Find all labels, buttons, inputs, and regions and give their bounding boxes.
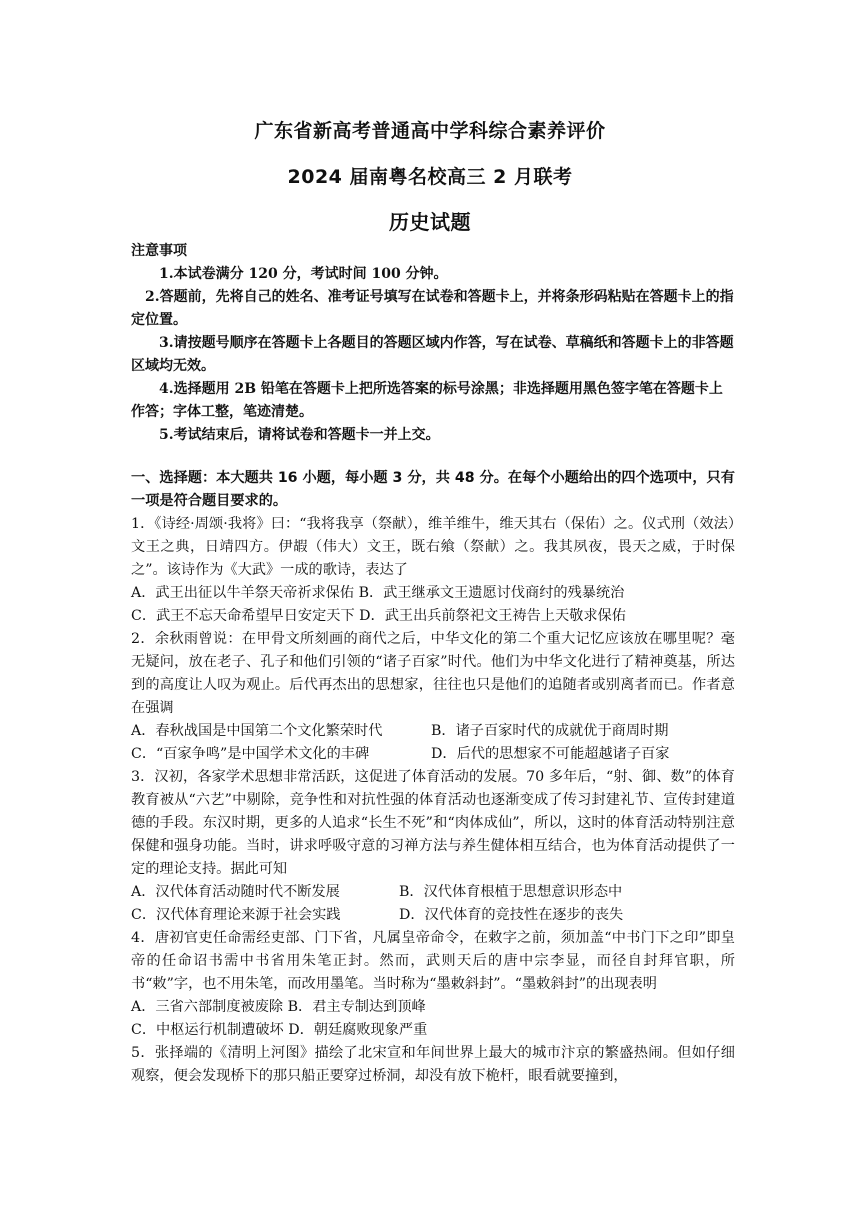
option-text: A．武王出征以牛羊祭天帝祈求保佑 B．武王继承文王遗愿讨伐商纣的残暴统治 xyxy=(131,585,625,601)
option-text: B．诸子百家时代的成就优于商周时期 xyxy=(431,723,669,739)
exam-subtitle: 2024 届南粤名校高三 2 月联考 xyxy=(287,166,573,188)
option-text: C．中枢运行机制遭破坏 D．朝廷腐败现象严重 xyxy=(131,1022,428,1038)
section-heading: 一、选择题：本大题共 16 小题，每小题 3 分，共 48 分。在每个小题给出的四个选项中，只有一项是符合题目要求的。 xyxy=(131,470,735,509)
exam-body xyxy=(131,240,735,1088)
answer-options xyxy=(131,996,735,1019)
answer-options xyxy=(131,1019,735,1042)
answer-options xyxy=(131,605,735,628)
option-text: C．汉代体育理论来源于社会实践 xyxy=(131,907,341,923)
option-text: D．后代的思想家不可能超越诸子百家 xyxy=(431,746,670,762)
question-stem: 1．《诗经·周颂·我将》曰：“我将我享（祭献），维羊维牛，维天其右（保佑）之。仪式刑（效法）文王之典，日靖四方。伊嘏（伟大）文王，既右飨（祭献）之。我其夙夜，畏天之威，于时保之”。该诗作为《大武》一成的歌诗，表达了 xyxy=(131,516,735,578)
option-text: B．汉代体育根植于思想意识形态中 xyxy=(399,884,623,900)
question-stem: 5．张择端的《清明上河图》描绘了北宋宣和年间世界上最大的城市汴京的繁盛热闹。但如仔细观察，便会发现桥下的那只船正要穿过桥洞，却没有放下桅杆，眼看就要撞到， xyxy=(131,1045,735,1084)
question-stem: 4．唐初官吏任命需经吏部、门下省，凡属皇帝命令，在敕字之前，须加盖“中书门下之印”即皇帝的任命诏书需中书省用朱笔正封。然而，武则天后的唐中宗李显，而径自封拜官职，所书“敕”字，也不用朱笔，而改用墨笔。当时称为“墨敕斜封”。“墨敕斜封”的出现表明 xyxy=(131,930,735,992)
option-text: D．汉代体育的竞技性在逐步的丧失 xyxy=(399,907,624,923)
option-text: C．武王不忘天命希望早日安定天下 D．武王出兵前祭祀文王祷告上天敬求保佑 xyxy=(131,608,626,624)
note-item: 5.考试结束后，请将试卷和答题卡一并上交。 xyxy=(159,427,440,443)
note-item: 3.请按题号顺序在答题卡上各题目的答题区域内作答，写在试卷、草稿纸和答题卡上的非答题区域均无效。 xyxy=(131,335,734,374)
note-item: 2.答题前，先将自己的姓名、准考证号填写在试卷和答题卡上，并将条形码粘贴在答题卡上的指定位置。 xyxy=(131,289,734,328)
option-text: A．春秋战国是中国第二个文化繁荣时代 xyxy=(131,723,383,739)
subject-title: 历史试题 xyxy=(389,210,471,234)
answer-options xyxy=(131,881,735,904)
question-stem: 2．余秋雨曾说：在甲骨文所刻画的商代之后，中华文化的第二个重大记忆应该放在哪里呢？毫无疑问，放在老子、孔子和他们引领的“诸子百家”时代。他们为中华文化进行了精神奠基，所达到的高度让人叹为观止。后代再杰出的思想家，往往也只是他们的追随者或别离者而已。作者意在强调 xyxy=(131,631,735,716)
option-text: A．汉代体育活动随时代不断发展 xyxy=(131,884,340,900)
answer-options xyxy=(131,904,735,927)
option-text: A．三省六部制度被废除 B．君主专制达到顶峰 xyxy=(131,999,426,1015)
note-item: 1.本试卷满分 120 分，考试时间 100 分钟。 xyxy=(159,266,448,282)
option-text: C．“百家争鸣”是中国学术文化的丰碑 xyxy=(131,746,370,762)
notes-heading: 注意事项 xyxy=(131,243,187,259)
answer-options xyxy=(131,720,735,743)
question-stem: 3．汉初，各家学术思想非常活跃，这促进了体育活动的发展。70 多年后，“射、御、数”的体育教育被从“六艺”中剔除，竞争性和对抗性强的体育活动也逐渐变成了传习封建礼节、宣传封建道德的手段。东汉时期，更多的人追求“长生不死”和“肉体成仙”，所以，这时的体育活动特别注意保健和强身功能。当时，讲求呼吸守意的习禅方法与养生健体相互结合，也为体育活动提供了一定的理论支持。据此可知 xyxy=(131,769,735,877)
exam-title: 广东省新高考普通高中学科综合素养评价 xyxy=(254,120,606,142)
answer-options xyxy=(131,582,735,605)
spacer xyxy=(131,447,735,467)
note-item: 4.选择题用 2B 铅笔在答题卡上把所选答案的标号涂黑；非选择题用黑色签字笔在答题卡上作答；字体工整，笔迹清楚。 xyxy=(131,381,723,420)
answer-options xyxy=(131,743,735,766)
